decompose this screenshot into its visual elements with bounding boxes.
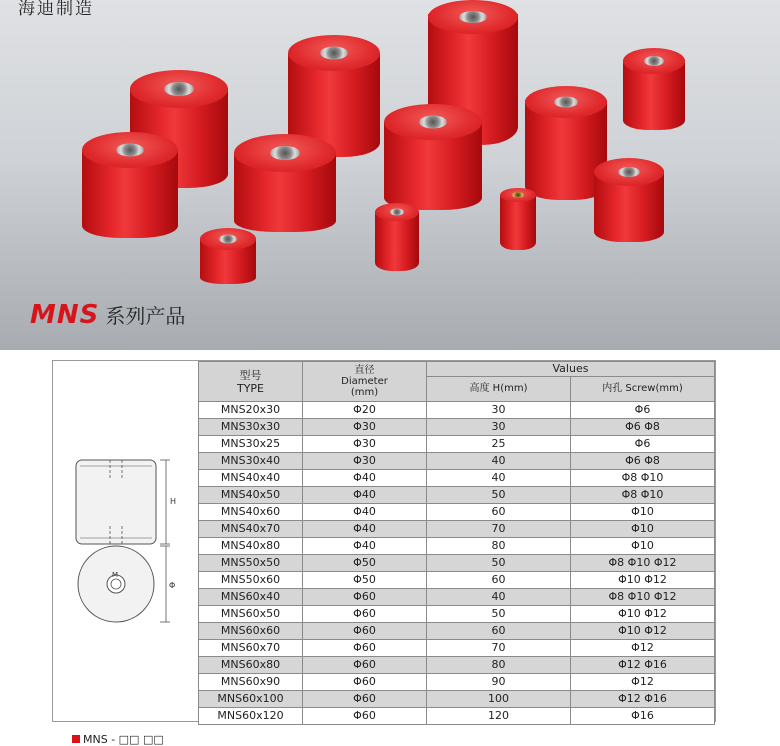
cell-type: MNS60x50 (199, 606, 303, 623)
diameter-label: Φ (169, 581, 176, 590)
table-row (199, 572, 715, 589)
cell-screw: Φ8 Φ10 (571, 487, 715, 504)
technical-drawing (66, 456, 186, 626)
cell-type: MNS40x70 (199, 521, 303, 538)
cell-diameter: Φ50 (303, 555, 427, 572)
cell-diameter: Φ30 (303, 419, 427, 436)
table-row (199, 708, 715, 725)
cell-screw: Φ6 Φ8 (571, 453, 715, 470)
cell-type: MNS60x40 (199, 589, 303, 606)
cell-height: 70 (427, 640, 571, 657)
table-row (199, 606, 715, 623)
insulator-cylinder (82, 132, 178, 238)
cell-screw: Φ12 Φ16 (571, 691, 715, 708)
cell-screw: Φ10 Φ12 (571, 623, 715, 640)
cell-screw: Φ12 (571, 674, 715, 691)
cell-type: MNS60x80 (199, 657, 303, 674)
cell-diameter: Φ60 (303, 606, 427, 623)
cell-diameter: Φ60 (303, 640, 427, 657)
cell-type: MNS60x120 (199, 708, 303, 725)
insulator-cylinder (500, 188, 536, 250)
cell-height: 60 (427, 504, 571, 521)
insulator-cylinder (234, 134, 336, 232)
spec-table (198, 361, 715, 725)
cell-height: 50 (427, 555, 571, 572)
cell-diameter: Φ50 (303, 572, 427, 589)
cell-height: 90 (427, 674, 571, 691)
table-row (199, 419, 715, 436)
cell-diameter: Φ40 (303, 470, 427, 487)
series-title (30, 300, 185, 330)
cell-height: 40 (427, 470, 571, 487)
cell-height: 50 (427, 606, 571, 623)
cell-screw: Φ12 Φ16 (571, 657, 715, 674)
header-screw: 内孔 Screw(mm) (571, 377, 715, 402)
table-row (199, 589, 715, 606)
cell-height: 60 (427, 623, 571, 640)
table-row (199, 623, 715, 640)
cell-screw: Φ10 Φ12 (571, 572, 715, 589)
cell-diameter: Φ30 (303, 453, 427, 470)
cell-type: MNS50x50 (199, 555, 303, 572)
cell-height: 50 (427, 487, 571, 504)
insulator-cylinder (384, 104, 482, 210)
cell-type: MNS30x40 (199, 453, 303, 470)
table-row (199, 555, 715, 572)
footer-text: MNS - □□ □□ (83, 733, 164, 746)
series-subtitle: 系列产品 (105, 304, 186, 328)
cell-screw: Φ8 Φ10 Φ12 (571, 589, 715, 606)
cell-type: MNS40x60 (199, 504, 303, 521)
table-row (199, 657, 715, 674)
cell-screw: Φ6 Φ8 (571, 419, 715, 436)
cell-screw: Φ8 Φ10 Φ12 (571, 555, 715, 572)
cell-type: MNS60x90 (199, 674, 303, 691)
cell-height: 25 (427, 436, 571, 453)
cell-height: 80 (427, 538, 571, 555)
cell-height: 120 (427, 708, 571, 725)
cell-type: MNS50x60 (199, 572, 303, 589)
cell-height: 40 (427, 589, 571, 606)
cell-diameter: Φ30 (303, 436, 427, 453)
cell-diameter: Φ60 (303, 708, 427, 725)
header-height: 高度 H(mm) (427, 377, 571, 402)
table-row (199, 436, 715, 453)
cell-diameter: Φ60 (303, 589, 427, 606)
cell-screw: Φ10 (571, 504, 715, 521)
table-row (199, 521, 715, 538)
cell-diameter: Φ40 (303, 538, 427, 555)
height-label: H (170, 497, 177, 506)
table-row (199, 504, 715, 521)
table-row (199, 470, 715, 487)
cell-screw: Φ16 (571, 708, 715, 725)
cell-diameter: Φ60 (303, 657, 427, 674)
red-square-icon (72, 735, 80, 743)
table-row (199, 674, 715, 691)
cell-diameter: Φ60 (303, 623, 427, 640)
cell-diameter: Φ20 (303, 402, 427, 419)
insulator-cylinder (594, 158, 664, 242)
cell-type: MNS60x60 (199, 623, 303, 640)
cell-diameter: Φ40 (303, 487, 427, 504)
cell-height: 100 (427, 691, 571, 708)
screw-label: M (112, 571, 119, 579)
cell-type: MNS30x30 (199, 419, 303, 436)
product-photo (0, 0, 780, 350)
footer-note (72, 733, 164, 746)
table-row (199, 453, 715, 470)
cell-height: 30 (427, 419, 571, 436)
cell-height: 70 (427, 521, 571, 538)
maker-caption: 海迪制造 (18, 0, 94, 19)
cell-height: 30 (427, 402, 571, 419)
insulator-cylinder (375, 203, 419, 271)
brand-name: MNS (30, 300, 100, 330)
cell-screw: Φ6 (571, 402, 715, 419)
cell-type: MNS40x50 (199, 487, 303, 504)
cell-diameter: Φ40 (303, 504, 427, 521)
insulator-cylinder (200, 228, 256, 284)
header-type: 型号 TYPE (199, 362, 303, 402)
cell-type: MNS40x80 (199, 538, 303, 555)
cell-height: 80 (427, 657, 571, 674)
cell-screw: Φ10 Φ12 (571, 606, 715, 623)
cell-type: MNS20x30 (199, 402, 303, 419)
cell-height: 60 (427, 572, 571, 589)
cell-diameter: Φ60 (303, 674, 427, 691)
cell-screw: Φ6 (571, 436, 715, 453)
cell-type: MNS30x25 (199, 436, 303, 453)
cell-type: MNS60x100 (199, 691, 303, 708)
cell-screw: Φ10 (571, 521, 715, 538)
cell-screw: Φ8 Φ10 (571, 470, 715, 487)
table-row (199, 691, 715, 708)
cell-diameter: Φ60 (303, 691, 427, 708)
insulator-cylinder (623, 48, 685, 130)
cell-screw: Φ12 (571, 640, 715, 657)
header-values: Values (427, 362, 715, 377)
cell-screw: Φ10 (571, 538, 715, 555)
cell-height: 40 (427, 453, 571, 470)
cell-diameter: Φ40 (303, 521, 427, 538)
table-row (199, 487, 715, 504)
table-row (199, 538, 715, 555)
cell-type: MNS60x70 (199, 640, 303, 657)
table-row (199, 640, 715, 657)
cell-type: MNS40x40 (199, 470, 303, 487)
header-diameter: 直径 Diameter (mm) (303, 362, 427, 402)
table-row (199, 402, 715, 419)
